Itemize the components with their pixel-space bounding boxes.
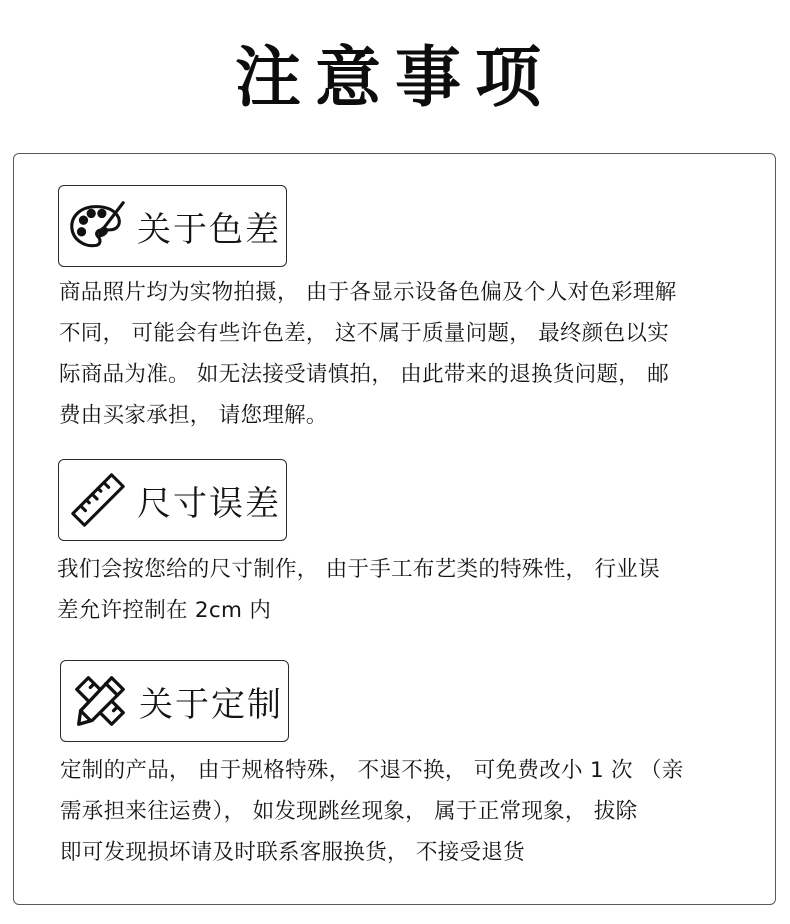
section-header-color-difference — [58, 185, 287, 267]
text-line: 费由买家承担， 请您理解。 — [59, 403, 328, 428]
section-header-size-tolerance — [58, 459, 287, 541]
text-line: 我们会按您给的尺寸制作， 由于手工布艺类的特殊性， 行业误 — [57, 557, 660, 582]
section-header-customization — [60, 660, 289, 742]
section-heading: 关于色差 — [137, 209, 281, 250]
pencil-ruler-icon — [67, 668, 133, 734]
text-line: 即可发现损坏请及时联系客服换货， 不接受退货 — [60, 840, 525, 865]
section-text-customization — [60, 750, 684, 873]
section-heading: 尺寸误差 — [137, 483, 281, 524]
text-line: 需承担来往运费）， 如发现跳丝现象， 属于正常现象， 拔除 — [60, 799, 638, 824]
section-text-color-difference — [59, 272, 677, 436]
text-line: 际商品为准。 如无法接受请慎拍， 由此带来的退换货问题， 邮 — [59, 362, 670, 387]
palette-icon — [65, 193, 131, 259]
text-line: 定制的产品， 由于规格特殊， 不退不换， 可免费改小 1 次 （亲 — [60, 758, 684, 783]
section-text-size-tolerance — [57, 549, 660, 631]
text-line: 商品照片均为实物拍摄， 由于各显示设备色偏及个人对色彩理解 — [59, 280, 677, 305]
section-heading: 关于定制 — [139, 684, 283, 725]
text-line: 差允许控制在 2cm 内 — [57, 598, 272, 623]
page-title: 注意事项 — [235, 38, 555, 116]
text-line: 不同， 可能会有些许色差， 这不属于质量问题， 最终颜色以实 — [59, 321, 670, 346]
ruler-icon — [65, 467, 131, 533]
